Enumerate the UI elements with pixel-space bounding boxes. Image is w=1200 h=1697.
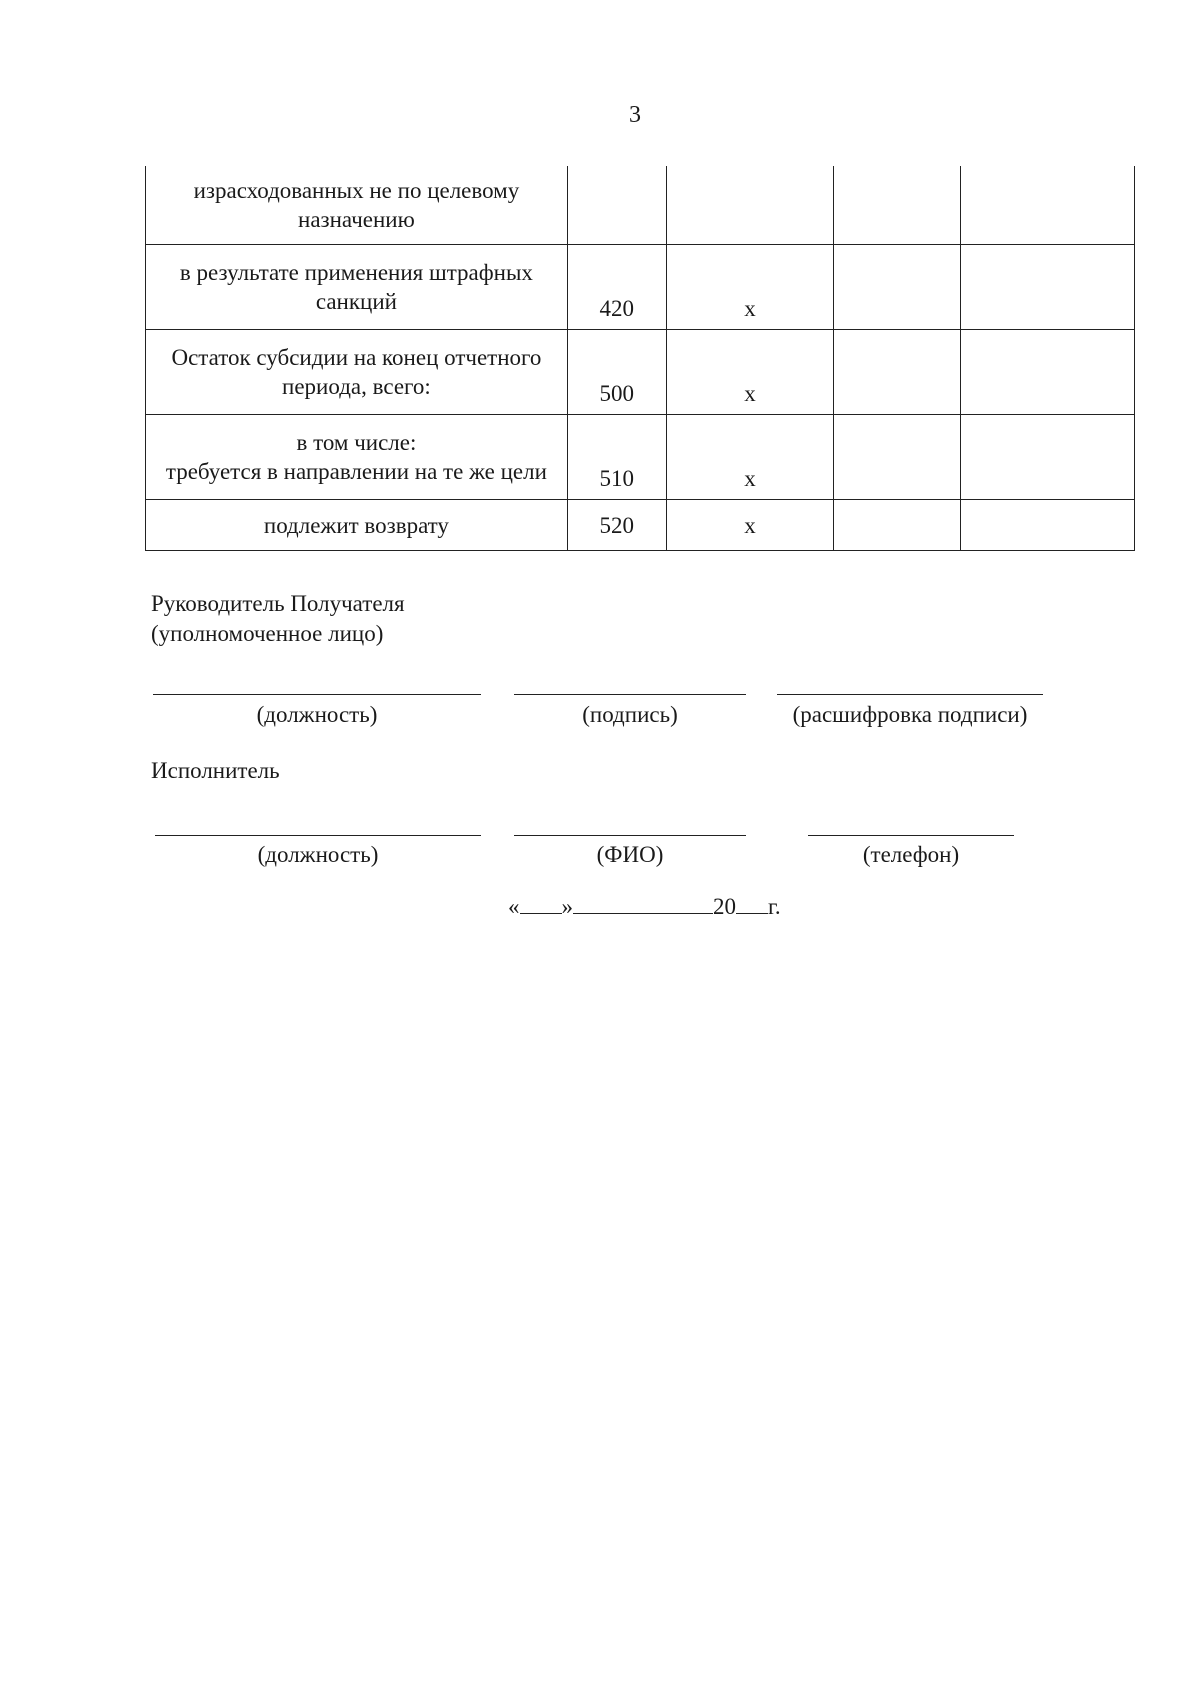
row-name: израсходованных не по целевому назначению xyxy=(146,166,568,245)
executor-phone-caption: (телефон) xyxy=(862,842,960,867)
executor-name-caption: (ФИО) xyxy=(596,842,664,867)
row-col4 xyxy=(834,330,961,415)
row-code: 510 xyxy=(567,415,666,500)
row-col3: х xyxy=(666,500,834,551)
signature-line xyxy=(514,694,746,695)
head-subtitle: (уполномоченное лицо) xyxy=(151,621,384,646)
row-col5 xyxy=(961,330,1135,415)
row-col3: х xyxy=(666,415,834,500)
row-col3: х xyxy=(666,245,834,330)
row-code: 520 xyxy=(567,500,666,551)
row-name: подлежит возврату xyxy=(146,500,568,551)
signature-decoding-caption: (расшифровка подписи) xyxy=(792,702,1028,727)
date-open-quote: « xyxy=(508,894,520,919)
row-code: 500 xyxy=(567,330,666,415)
table-row xyxy=(146,415,1135,500)
year-blank xyxy=(736,893,768,914)
page-number: 3 xyxy=(629,102,641,128)
executor-phone-line xyxy=(808,835,1014,836)
row-col4 xyxy=(834,166,961,245)
row-name-line1: в том числе: xyxy=(296,430,417,455)
row-col4 xyxy=(834,415,961,500)
subsidy-report-table xyxy=(145,166,1135,551)
row-col5 xyxy=(961,415,1135,500)
signature-decoding-line xyxy=(777,694,1043,695)
row-col4 xyxy=(834,500,961,551)
table-row xyxy=(146,245,1135,330)
table-row xyxy=(146,500,1135,551)
date-field xyxy=(508,893,781,920)
row-col5 xyxy=(961,245,1135,330)
head-title: Руководитель Получателя xyxy=(151,591,405,616)
row-code: 420 xyxy=(567,245,666,330)
row-code xyxy=(567,166,666,245)
row-name: Остаток субсидии на конец отчетного периода, всего: xyxy=(146,330,568,415)
date-close-quote: » xyxy=(561,894,573,919)
position-caption: (должность) xyxy=(256,702,378,727)
position-signature-line xyxy=(153,694,481,695)
row-name-line2: требуется в направлении на те же цели xyxy=(165,459,547,484)
row-name xyxy=(146,415,568,500)
executor-title: Исполнитель xyxy=(151,758,280,783)
row-name: в результате применения штрафных санкций xyxy=(146,245,568,330)
executor-position-line xyxy=(155,835,481,836)
row-col3 xyxy=(666,166,834,245)
year-suffix: г. xyxy=(768,894,781,919)
table-row xyxy=(146,330,1135,415)
day-blank xyxy=(520,893,562,914)
row-col3: х xyxy=(666,330,834,415)
row-col4 xyxy=(834,245,961,330)
table-row xyxy=(146,166,1135,245)
signature-caption: (подпись) xyxy=(582,702,678,727)
year-prefix: 20 xyxy=(713,894,736,919)
executor-position-caption: (должность) xyxy=(257,842,379,867)
executor-name-line xyxy=(514,835,746,836)
month-blank xyxy=(573,893,713,914)
row-col5 xyxy=(961,166,1135,245)
row-col5 xyxy=(961,500,1135,551)
